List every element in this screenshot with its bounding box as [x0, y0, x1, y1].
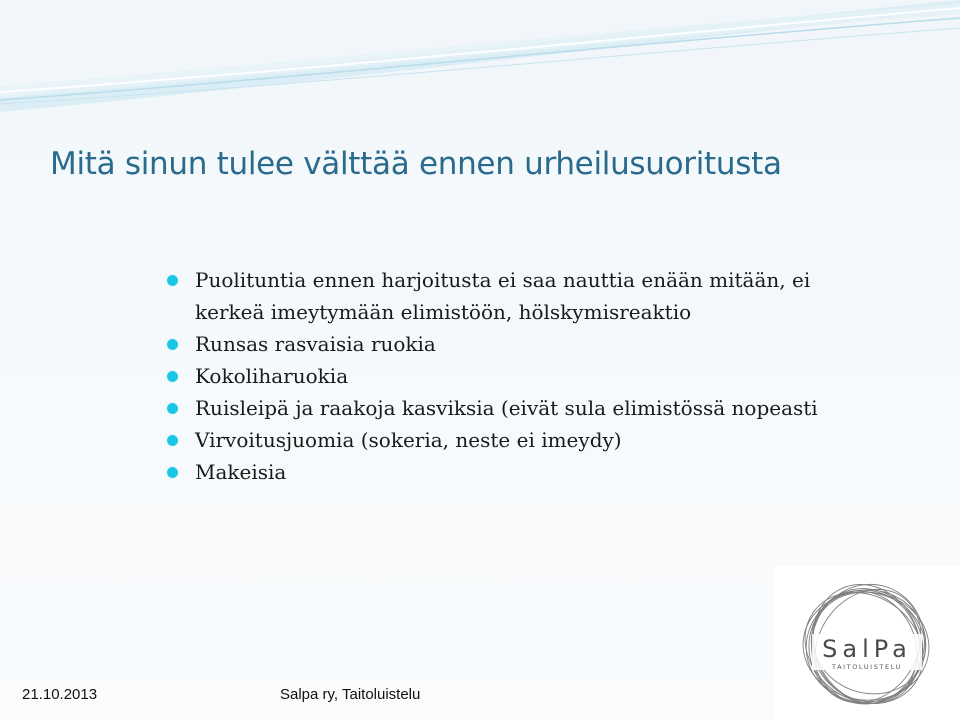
bullet-text: Virvoitusjuomia (sokeria, neste ei imeydy)	[195, 428, 622, 452]
bullet-text: Puolituntia ennen harjoitusta ei saa nauttia enään mitään, ei kerkeä imeytymään elimistöön, hölskymisreaktio	[195, 268, 811, 324]
bullet-item	[167, 424, 907, 456]
bullet-dot-icon	[167, 371, 178, 382]
bullet-list	[167, 264, 907, 488]
bullet-dot-icon	[167, 403, 178, 414]
bullet-text: Makeisia	[195, 460, 287, 484]
bullet-item	[167, 456, 907, 488]
bullet-item	[167, 328, 907, 360]
salpa-logo-icon	[782, 574, 952, 714]
salpa-logo	[774, 566, 960, 720]
slide-title: Mitä sinun tulee välttää ennen urheilusuoritusta	[50, 146, 782, 182]
bullet-item	[167, 264, 907, 328]
bullet-dot-icon	[167, 435, 178, 446]
footer-date: 21.10.2013	[22, 686, 98, 703]
footer-organization: Salpa ry, Taitoluistelu	[280, 686, 421, 703]
bullet-dot-icon	[167, 339, 178, 350]
top-swoosh-decoration	[0, 0, 960, 120]
bullet-text: Ruisleipä ja raakoja kasviksia (eivät sula elimistössä nopeasti	[195, 396, 818, 420]
logo-wordmark: SalPa	[822, 635, 912, 663]
bullet-text: Kokoliharuokia	[195, 364, 349, 388]
logo-subtitle: TAITOLUISTELU	[832, 663, 902, 671]
bullet-item	[167, 392, 907, 424]
bullet-item	[167, 360, 907, 392]
bullet-dot-icon	[167, 467, 178, 478]
bullet-dot-icon	[167, 275, 178, 286]
bullet-text: Runsas rasvaisia ruokia	[195, 332, 436, 356]
